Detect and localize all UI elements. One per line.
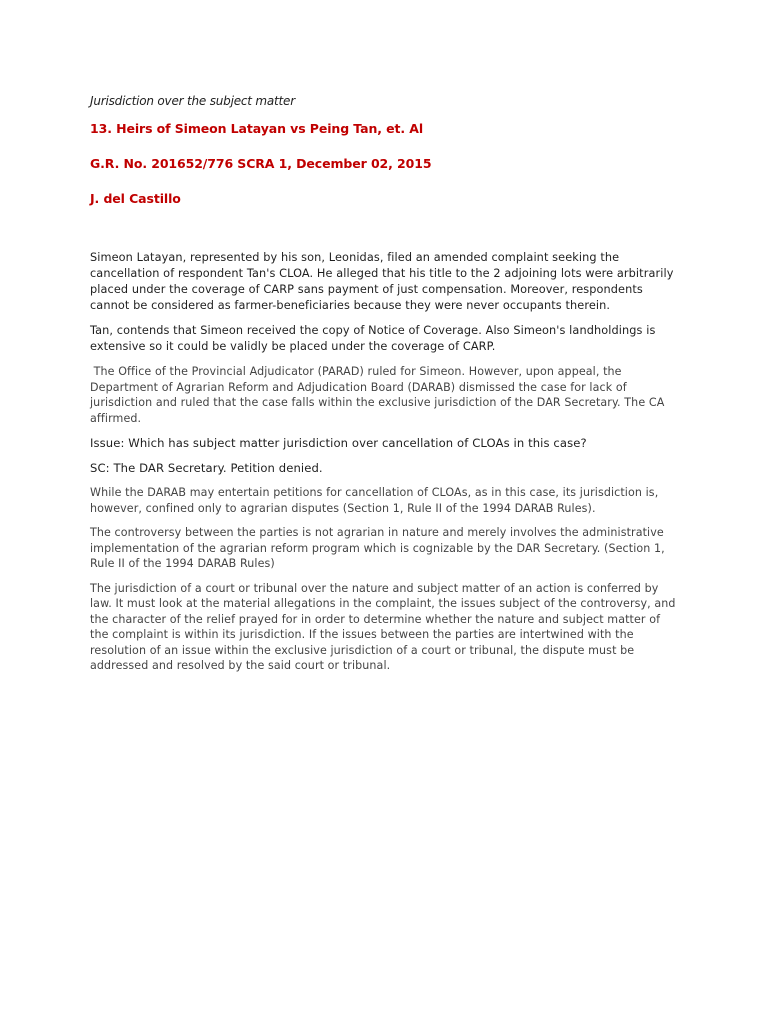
facts-paragraph: Simeon Latayan, represented by his son, Leonidas, filed an amended complaint seeking the cancellation of respondent Tan's CLOA. He alleged that his title to the 2 adjoining lots were arbitrarily placed under the coverage of CARP sans payment of just compensation. Moreover, respondents cannot be considered as farmer-beneficiaries because they were never occupants therein. <box>90 251 674 312</box>
case-citation: G.R. No. 201652/776 SCRA 1, December 02, 2015 <box>90 156 432 171</box>
ponente: J. del Castillo <box>90 191 181 206</box>
issue-paragraph: Issue: Which has subject matter jurisdiction over cancellation of CLOAs in this case? <box>90 436 587 450</box>
spacer <box>90 226 682 250</box>
case-title: 13. Heirs of Simeon Latayan vs Peing Tan, et. Al <box>90 121 424 136</box>
ruling-paragraph: SC: The DAR Secretary. Petition denied. <box>90 461 323 475</box>
topic-heading: Jurisdiction over the subject matter <box>90 94 295 108</box>
jurisdiction-doctrine-paragraph: The jurisdiction of a court or tribunal over the nature and subject matter of an action is conferred by law. It must look at the material allegations in the complaint, the issues subject of the controversy, and the character of the relief prayed for in order to determine whether the nature and subject matter of the complaint is within its jurisdiction. If the issues between the parties are intertwined with the resolution of an issue within the exclusive jurisdiction of a court or tribunal, the dispute must be addressed and resolved by the said court or tribunal. <box>90 581 676 672</box>
controversy-paragraph: The controversy between the parties is not agrarian in nature and merely involves the administrative implementation of the agrarian reform program which is cognizable by the DAR Secretary. (Section 1, Rule II of the 1994 DARAB Rules) <box>90 526 665 570</box>
procedural-history-paragraph: The Office of the Provincial Adjudicator (PARAD) ruled for Simeon. However, upon appeal, the Department of Agrarian Reform and Adjudication Board (DARAB) dismissed the case for lack of jurisdiction and ruled that the case falls within the exclusive jurisdiction of the DAR Secretary. The CA affirmed. <box>90 365 669 425</box>
respondent-contention-paragraph: Tan, contends that Simeon received the copy of Notice of Coverage. Also Simeon's landholdings is extensive so it could be validly be placed under the coverage of CARP. <box>90 324 656 353</box>
darab-jurisdiction-paragraph: While the DARAB may entertain petitions for cancellation of CLOAs, as in this case, its jurisdiction is, however, confined only to agrarian disputes (Section 1, Rule II of the 1994 DARAB Rules). <box>90 486 659 515</box>
document-page <box>90 94 682 683</box>
